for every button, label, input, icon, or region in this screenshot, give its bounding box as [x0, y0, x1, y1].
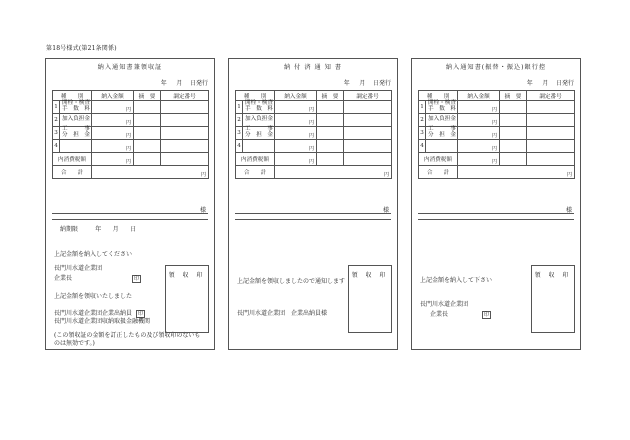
org-name: 長門川水道企業団 — [54, 265, 103, 272]
receipt-stamp-box: 領 収 印 — [531, 265, 575, 333]
org-name: 長門川水道企業団 — [420, 301, 469, 308]
divider — [418, 219, 574, 220]
panel-payment-notice — [228, 58, 398, 350]
cashier-line-2: 長門川水道企業団収納取扱金融機関 — [54, 318, 151, 325]
table-row: 2 加入負担金 円 — [236, 114, 392, 127]
panel-title: 納入通知書(振替・振込)銀行控 — [445, 64, 547, 71]
org-head: 企業長 印 — [54, 275, 140, 282]
table-row: 2 加入負担金 円 — [419, 114, 575, 127]
col-summary: 摘 要 — [134, 91, 161, 101]
table-row: 3 工 事 分 担 金 円 — [53, 127, 209, 140]
divider — [235, 213, 391, 214]
fee-table — [52, 90, 209, 179]
col-kind: 種 別 — [53, 91, 92, 101]
table-row: 2 加入負担金 円 — [53, 114, 209, 127]
total-row: 合 計 円 — [419, 166, 575, 179]
total-row: 合 計 円 — [236, 166, 392, 179]
please-pay-text: 上記金額を納入して下さい — [420, 277, 493, 284]
fee-table: 種 別 納入金額 摘 要 調定番号 1 開栓・検査 手 数 料 円 2 加入負担金 円 3 工 事 分 担 金 円 4 円 内消費税額 円 合 計 円 — [418, 90, 575, 179]
cashier-line: 長門川水道企業団 企業出納員様 — [237, 310, 328, 317]
validity-note: (この領収証の金額を訂正したもの及び領収印のないものは無効です。) — [54, 332, 201, 348]
panel-title: 納入通知書兼領収証 — [97, 64, 163, 71]
panel-receipt — [45, 58, 215, 350]
please-pay-text: 上記金額を納入してください — [54, 251, 133, 258]
received-text: 上記金額を領収いたしました — [54, 293, 133, 300]
fee-table: 種 別 納入金額 摘 要 調定番号 1 開栓・検査 手 数 料 円 2 加入負担金 円 3 工 事 分 担 金 円 4 円 内消費税額 円 合 計 円 — [235, 90, 392, 179]
issue-date: 年 月 日発行 — [343, 80, 391, 87]
table-row: 1 開栓・検査 手 数 料 円 — [419, 101, 575, 114]
divider — [235, 219, 391, 220]
panel-title: 納 付 済 通 知 書 — [284, 64, 342, 71]
year-label: 年 — [160, 80, 167, 87]
cashier-line-1: 長門川水道企業団企業出納員 印 — [54, 310, 144, 317]
divider — [52, 213, 208, 214]
sama-label: 様 — [565, 207, 572, 214]
panel-bank-copy — [411, 58, 581, 350]
deadline-row: 納期限 年 月 日 — [60, 226, 137, 233]
receipt-stamp-box: 領 収 印 — [165, 265, 209, 333]
table-row: 3 工 事 分 担 金 円 — [236, 127, 392, 140]
divider — [52, 219, 208, 220]
seal-mark: 印 — [138, 311, 144, 317]
table-row: 1 開栓・検査 手 数 料 円 — [53, 101, 209, 114]
tax-row: 内消費税額 円 — [419, 153, 575, 166]
col-amount: 納入金額 — [92, 91, 134, 101]
notice-text: 上記金額を領収しましたので通知します — [237, 278, 346, 285]
table-row: 4 円 — [236, 140, 392, 153]
issue-date: 年 月 日発行 — [526, 80, 574, 87]
total-row: 合 計 円 — [53, 166, 209, 179]
seal-mark: 印 — [134, 276, 140, 282]
form-reference: 第18号様式(第21条関係) — [46, 45, 117, 52]
sama-label: 様 — [382, 207, 389, 214]
tax-row: 内消費税額 円 — [236, 153, 392, 166]
table-row: 4 円 — [53, 140, 209, 153]
seal-mark: 印 — [484, 312, 490, 318]
month-label: 月 — [176, 80, 183, 87]
table-row: 4 円 — [419, 140, 575, 153]
receipt-stamp-box: 領 収 印 — [348, 265, 392, 333]
sama-label: 様 — [199, 207, 206, 214]
tax-row: 内消費税額 円 — [53, 153, 209, 166]
issue-date — [161, 81, 208, 87]
table-row: 3 工 事 分 担 金 円 — [419, 127, 575, 140]
divider — [418, 213, 574, 214]
org-head: 企業長 印 — [430, 311, 490, 318]
table-row: 1 開栓・検査 手 数 料 円 — [236, 101, 392, 114]
day-label: 日発行 — [189, 80, 208, 87]
col-code: 調定番号 — [161, 91, 209, 101]
